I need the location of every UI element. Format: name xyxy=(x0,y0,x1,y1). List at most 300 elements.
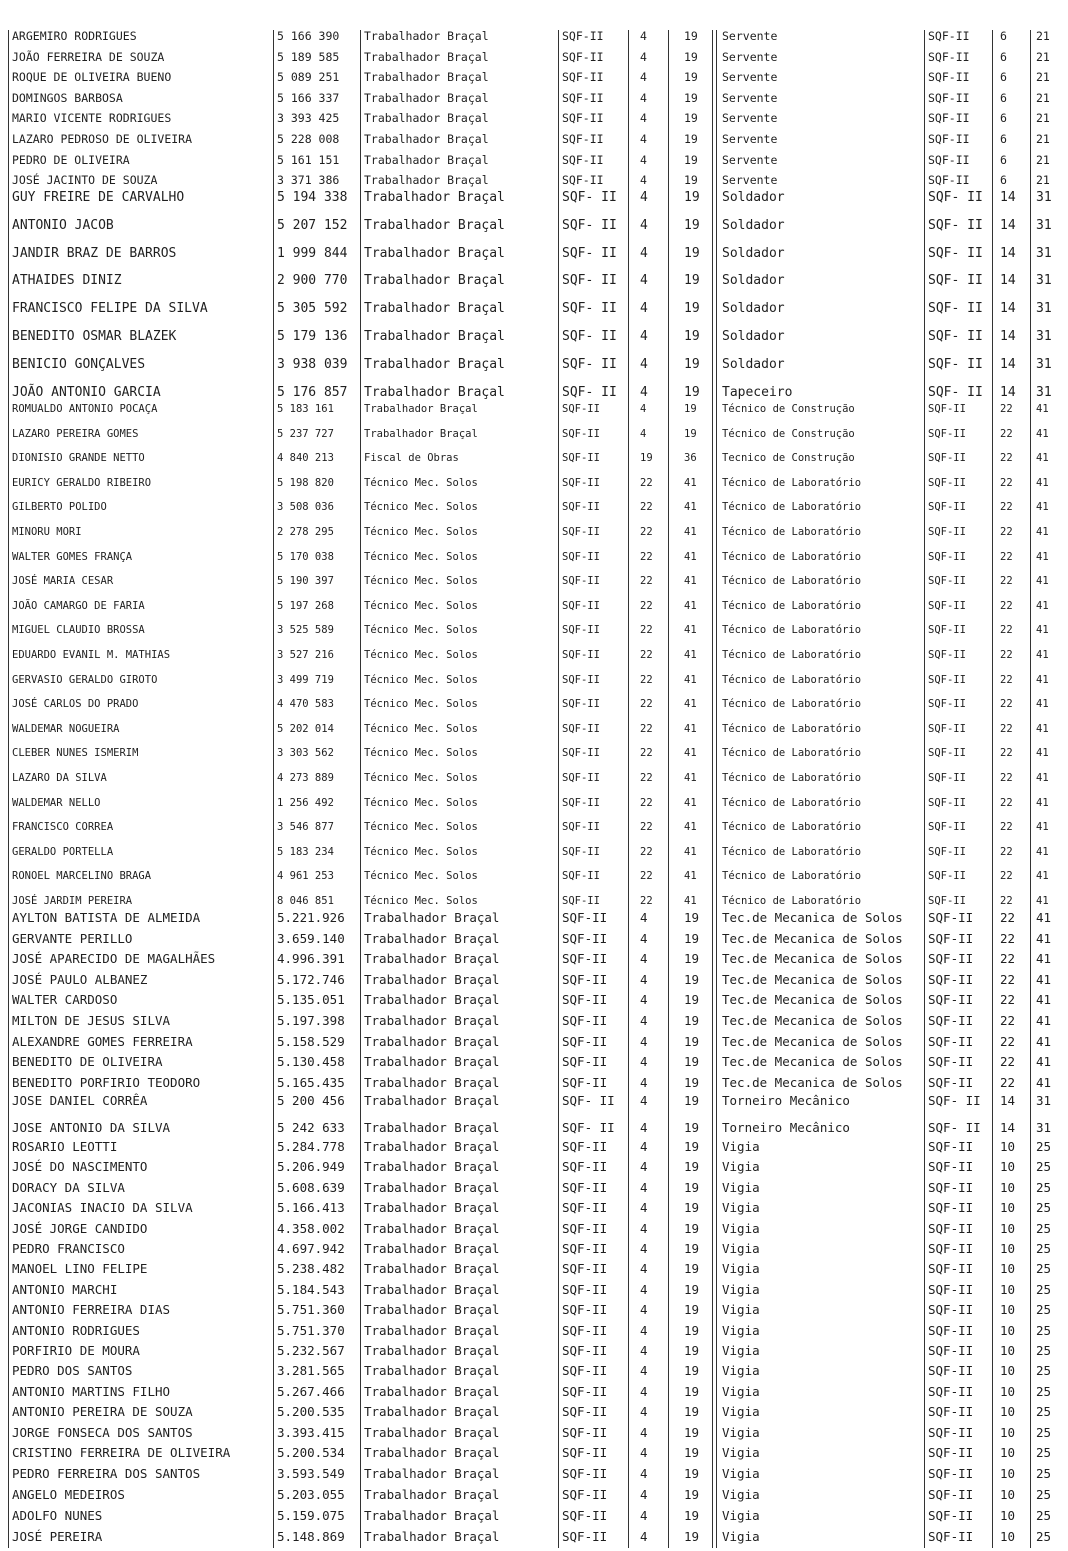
current-reference: SQF- II xyxy=(562,190,617,205)
new-level: 14 xyxy=(1000,329,1016,344)
current-reference: SQF-II xyxy=(562,49,604,64)
registration-number: 5.203.055 xyxy=(277,1487,345,1502)
current-reference: SQF-II xyxy=(562,796,600,809)
registration-number: 5.184.543 xyxy=(277,1281,345,1297)
current-grade: 41 xyxy=(684,649,697,661)
new-position: Técnico de Laboratório xyxy=(722,747,862,760)
new-level: 22 xyxy=(1000,1033,1016,1049)
new-level: 22 xyxy=(1000,971,1016,987)
registration-number: 5.172.746 xyxy=(277,971,345,987)
new-reference: SQF-II xyxy=(928,90,970,105)
current-reference: SQF-II xyxy=(562,772,600,784)
current-position: Trabalhador Braçal xyxy=(364,356,505,372)
current-position: Trabalhador Braçal xyxy=(364,1241,500,1256)
current-reference: SQF- II xyxy=(562,329,617,344)
employee-name: MINORU MORI xyxy=(12,526,82,538)
current-reference: SQF-II xyxy=(562,452,600,465)
current-position: Trabalhador Braçal xyxy=(364,1529,500,1544)
column-divider xyxy=(273,30,274,1548)
new-grade: 25 xyxy=(1036,1343,1052,1358)
new-level: 10 xyxy=(1000,1424,1016,1440)
column-divider xyxy=(712,30,713,1548)
current-grade: 19 xyxy=(684,1343,700,1358)
employee-name: JOSE DANIEL CORRÊA xyxy=(12,1093,148,1108)
new-level: 22 xyxy=(1000,1013,1016,1028)
new-position: Soldador xyxy=(722,217,785,233)
current-position: Trabalhador Braçal xyxy=(364,1508,500,1523)
current-level: 4 xyxy=(640,910,648,925)
current-position: Trabalhador Braçal xyxy=(364,1487,500,1502)
current-grade: 19 xyxy=(684,1139,700,1154)
new-grade: 25 xyxy=(1036,1508,1052,1523)
registration-number: 3 546 877 xyxy=(277,821,334,834)
new-reference: SQF-II xyxy=(928,1445,974,1460)
current-reference: SQF-II xyxy=(562,1159,608,1175)
column-divider xyxy=(628,30,629,1548)
current-position: Trabalhador Braçal xyxy=(364,1343,500,1358)
employee-name: JOÃO CAMARGO DE FARIA xyxy=(12,599,145,612)
current-position: Trabalhador Braçal xyxy=(364,1074,500,1090)
current-position: Trabalhador Braçal xyxy=(364,329,505,344)
registration-number: 5 237 727 xyxy=(277,427,334,440)
column-divider xyxy=(558,30,559,1548)
employee-name: GERVANTE PERILLO xyxy=(12,930,133,946)
current-level: 22 xyxy=(640,796,653,809)
current-position: Técnico Mec. Solos xyxy=(364,870,478,883)
new-level: 6 xyxy=(1000,152,1007,167)
new-level: 6 xyxy=(1000,173,1007,188)
current-reference: SQF-II xyxy=(562,575,600,588)
new-level: 22 xyxy=(1000,599,1013,612)
new-position: Vigia xyxy=(722,1529,760,1544)
new-grade: 41 xyxy=(1036,673,1049,686)
current-grade: 41 xyxy=(684,747,697,760)
current-position: Técnico Mec. Solos xyxy=(364,772,478,784)
current-grade: 19 xyxy=(684,152,698,167)
new-reference: SQF-II xyxy=(928,1033,974,1049)
new-position: Técnico de Laboratório xyxy=(722,526,862,538)
new-grade: 21 xyxy=(1036,29,1050,43)
new-level: 22 xyxy=(1000,624,1013,637)
current-position: Trabalhador Braçal xyxy=(364,1281,500,1297)
new-position: Servente xyxy=(722,132,778,146)
new-reference: SQF-II xyxy=(928,747,966,760)
new-grade: 41 xyxy=(1036,698,1049,711)
current-grade: 19 xyxy=(684,301,700,317)
new-grade: 41 xyxy=(1036,1013,1052,1028)
new-position: Torneiro Mecânico xyxy=(722,1093,850,1108)
new-reference: SQF- II xyxy=(928,1093,981,1108)
current-position: Trabalhador Braçal xyxy=(364,1139,500,1154)
registration-number: 3 938 039 xyxy=(277,356,348,372)
current-level: 4 xyxy=(640,1343,648,1358)
registration-number: 5 166 337 xyxy=(277,90,340,105)
column-divider xyxy=(1030,30,1031,1548)
registration-number: 5.608.639 xyxy=(277,1179,345,1195)
new-level: 10 xyxy=(1000,1139,1016,1154)
new-level: 22 xyxy=(1000,870,1013,883)
new-grade: 41 xyxy=(1036,427,1049,440)
new-level: 22 xyxy=(1000,452,1013,465)
registration-number: 5 197 268 xyxy=(277,599,334,612)
new-reference: SQF-II xyxy=(928,624,966,637)
new-position: Tec.de Mecanica de Solos xyxy=(722,1033,903,1049)
current-position: Técnico Mec. Solos xyxy=(364,895,478,907)
registration-number: 5.200.535 xyxy=(277,1404,345,1420)
employee-name: LAZARO DA SILVA xyxy=(12,772,107,784)
employee-name: EURICY GERALDO RIBEIRO xyxy=(12,476,152,489)
employee-name: GERVASIO GERALDO GIROTO xyxy=(12,673,158,686)
registration-number: 5 183 234 xyxy=(277,845,334,858)
current-level: 4 xyxy=(640,356,648,372)
current-reference: SQF-II xyxy=(562,1343,608,1358)
registration-number: 5.130.458 xyxy=(277,1054,345,1070)
new-reference: SQF-II xyxy=(928,845,966,858)
current-grade: 19 xyxy=(684,1487,700,1502)
current-level: 4 xyxy=(640,1363,648,1379)
current-reference: SQF-II xyxy=(562,550,600,563)
current-position: Trabalhador Braçal xyxy=(364,1054,500,1070)
current-position: Trabalhador Braçal xyxy=(364,1179,500,1195)
registration-number: 5 194 338 xyxy=(277,190,348,205)
registration-number: 5 198 820 xyxy=(277,476,334,489)
new-level: 14 xyxy=(1000,1120,1016,1135)
new-level: 10 xyxy=(1000,1241,1016,1256)
new-level: 22 xyxy=(1000,796,1013,809)
registration-number: 2 900 770 xyxy=(277,273,348,289)
new-grade: 41 xyxy=(1036,910,1052,925)
current-grade: 19 xyxy=(684,384,700,400)
current-level: 22 xyxy=(640,821,653,834)
new-level: 22 xyxy=(1000,403,1013,415)
employee-name: ANGELO MEDEIROS xyxy=(12,1487,125,1502)
registration-number: 5 166 390 xyxy=(277,29,340,43)
column-divider xyxy=(8,30,9,1548)
current-level: 4 xyxy=(640,992,648,1008)
new-position: Tec.de Mecanica de Solos xyxy=(722,971,903,987)
employee-name: PORFIRIO DE MOURA xyxy=(12,1343,140,1358)
current-level: 4 xyxy=(640,70,647,85)
current-position: Trabalhador Braçal xyxy=(364,152,489,167)
current-position: Técnico Mec. Solos xyxy=(364,599,478,612)
employee-name: ROMUALDO ANTONIO POCAÇA xyxy=(12,403,158,415)
new-grade: 21 xyxy=(1036,70,1050,85)
new-position: Vigia xyxy=(722,1343,760,1358)
new-position: Vigia xyxy=(722,1363,760,1379)
current-level: 4 xyxy=(640,1033,648,1049)
new-level: 10 xyxy=(1000,1466,1016,1481)
new-reference: SQF-II xyxy=(928,951,974,967)
new-reference: SQF-II xyxy=(928,698,966,711)
current-reference: SQF-II xyxy=(562,1261,608,1277)
current-position: Trabalhador Braçal xyxy=(364,951,500,967)
current-position: Trabalhador Braçal xyxy=(364,1200,500,1216)
new-position: Soldador xyxy=(722,329,785,344)
current-grade: 41 xyxy=(684,526,697,538)
new-level: 22 xyxy=(1000,476,1013,489)
registration-number: 5.135.051 xyxy=(277,992,345,1008)
new-reference: SQF-II xyxy=(928,796,966,809)
current-position: Técnico Mec. Solos xyxy=(364,649,478,661)
new-grade: 41 xyxy=(1036,476,1049,489)
employee-name: ATHAIDES DINIZ xyxy=(12,273,122,289)
current-position: Trabalhador Braçal xyxy=(364,273,505,289)
new-level: 22 xyxy=(1000,526,1013,538)
new-grade: 31 xyxy=(1036,190,1052,205)
new-position: Soldador xyxy=(722,190,785,205)
new-grade: 41 xyxy=(1036,1074,1052,1090)
new-reference: SQF-II xyxy=(928,49,970,64)
current-position: Trabalhador Braçal xyxy=(364,427,478,440)
current-grade: 19 xyxy=(684,427,697,440)
new-grade: 41 xyxy=(1036,1054,1052,1070)
new-position: Servente xyxy=(722,173,778,188)
new-position: Técnico de Laboratório xyxy=(722,501,862,514)
current-grade: 19 xyxy=(684,1404,700,1420)
current-level: 4 xyxy=(640,1054,648,1070)
new-reference: SQF-II xyxy=(928,152,970,167)
current-grade: 19 xyxy=(684,90,698,105)
new-grade: 21 xyxy=(1036,111,1050,126)
new-level: 6 xyxy=(1000,132,1007,146)
current-level: 4 xyxy=(640,1404,648,1420)
registration-number: 3.393.415 xyxy=(277,1424,345,1440)
new-reference: SQF-II xyxy=(928,575,966,588)
current-reference: SQF-II xyxy=(562,870,600,883)
employee-name: JOSÉ DO NASCIMENTO xyxy=(12,1159,148,1175)
registration-number: 5 170 038 xyxy=(277,550,334,563)
current-level: 4 xyxy=(640,403,647,415)
new-reference: SQF-II xyxy=(928,673,966,686)
registration-number: 5.159.075 xyxy=(277,1508,345,1523)
employee-name: PEDRO DOS SANTOS xyxy=(12,1363,133,1379)
registration-number: 2 278 295 xyxy=(277,526,334,538)
current-position: Trabalhador Braçal xyxy=(364,403,478,415)
current-reference: SQF-II xyxy=(562,599,600,612)
new-grade: 41 xyxy=(1036,895,1049,907)
current-grade: 41 xyxy=(684,870,697,883)
new-reference: SQF-II xyxy=(928,29,970,43)
new-level: 10 xyxy=(1000,1404,1016,1420)
employee-name: WALDEMAR NELLO xyxy=(12,796,101,809)
employee-name: ALEXANDRE GOMES FERREIRA xyxy=(12,1033,193,1049)
registration-number: 5 161 151 xyxy=(277,152,340,167)
employee-name: GUY FREIRE DE CARVALHO xyxy=(12,190,185,205)
employee-name: JACONIAS INACIO DA SILVA xyxy=(12,1200,193,1216)
registration-number: 3 499 719 xyxy=(277,673,334,686)
employee-name: ANTONIO PEREIRA DE SOUZA xyxy=(12,1404,193,1420)
current-level: 22 xyxy=(640,599,653,612)
current-level: 4 xyxy=(640,1074,648,1090)
current-level: 4 xyxy=(640,301,648,317)
new-grade: 31 xyxy=(1036,301,1052,317)
employee-name: JOÃO ANTONIO GARCIA xyxy=(12,384,161,400)
registration-number: 5 242 633 xyxy=(277,1120,345,1135)
new-position: Vigia xyxy=(722,1508,760,1523)
new-level: 22 xyxy=(1000,772,1013,784)
current-position: Técnico Mec. Solos xyxy=(364,476,478,489)
current-reference: SQF-II xyxy=(562,698,600,711)
current-level: 22 xyxy=(640,526,653,538)
current-position: Técnico Mec. Solos xyxy=(364,550,478,563)
new-grade: 41 xyxy=(1036,624,1049,637)
new-reference: SQF-II xyxy=(928,1054,974,1070)
new-position: Técnico de Laboratório xyxy=(722,845,862,858)
new-level: 14 xyxy=(1000,217,1016,233)
current-position: Trabalhador Braçal xyxy=(364,1302,500,1318)
new-level: 10 xyxy=(1000,1281,1016,1297)
current-level: 4 xyxy=(640,329,648,344)
current-reference: SQF- II xyxy=(562,301,617,317)
current-position: Trabalhador Braçal xyxy=(364,190,505,205)
current-grade: 41 xyxy=(684,796,697,809)
current-grade: 19 xyxy=(684,329,700,344)
new-position: Vigia xyxy=(722,1179,760,1195)
registration-number: 5.166.413 xyxy=(277,1200,345,1216)
new-level: 14 xyxy=(1000,356,1016,372)
employee-name: ANTONIO MARCHI xyxy=(12,1281,118,1297)
employee-name: GILBERTO POLIDO xyxy=(12,501,107,514)
current-level: 4 xyxy=(640,1220,648,1236)
current-grade: 19 xyxy=(684,1074,700,1090)
registration-number: 5.206.949 xyxy=(277,1159,345,1175)
new-reference: SQF-II xyxy=(928,452,966,465)
new-position: Servente xyxy=(722,90,778,105)
new-position: Tec.de Mecanica de Solos xyxy=(722,930,903,946)
new-grade: 41 xyxy=(1036,649,1049,661)
new-reference: SQF-II xyxy=(928,111,970,126)
employee-name: JANDIR BRAZ DE BARROS xyxy=(12,245,177,261)
current-position: Técnico Mec. Solos xyxy=(364,501,478,514)
current-position: Trabalhador Braçal xyxy=(364,217,505,233)
registration-number: 1 999 844 xyxy=(277,245,348,261)
current-level: 22 xyxy=(640,649,653,661)
current-grade: 41 xyxy=(684,895,697,907)
new-level: 22 xyxy=(1000,1074,1016,1090)
new-position: Técnico de Laboratório xyxy=(722,575,862,588)
new-position: Vigia xyxy=(722,1241,760,1256)
current-level: 4 xyxy=(640,1302,648,1318)
registration-number: 5 305 592 xyxy=(277,301,348,317)
current-level: 4 xyxy=(640,384,648,400)
new-level: 10 xyxy=(1000,1508,1016,1523)
employee-name: ANTONIO MARTINS FILHO xyxy=(12,1383,171,1399)
new-grade: 41 xyxy=(1036,951,1052,967)
current-grade: 19 xyxy=(684,930,700,946)
current-level: 22 xyxy=(640,624,653,637)
new-grade: 31 xyxy=(1036,384,1052,400)
new-level: 22 xyxy=(1000,575,1013,588)
new-reference: SQF-II xyxy=(928,1487,974,1502)
new-position: Vigia xyxy=(722,1261,760,1277)
registration-number: 3 371 386 xyxy=(277,173,340,188)
new-level: 6 xyxy=(1000,111,1007,126)
employee-name: JORGE FONSECA DOS SANTOS xyxy=(12,1424,193,1440)
current-reference: SQF-II xyxy=(562,29,604,43)
current-level: 4 xyxy=(640,1529,648,1544)
new-grade: 41 xyxy=(1036,403,1049,415)
employee-name: FRANCISCO CORREA xyxy=(12,821,114,834)
current-reference: SQF-II xyxy=(562,1383,608,1399)
current-grade: 19 xyxy=(684,1241,700,1256)
employee-name: BENEDITO PORFIRIO TEODORO xyxy=(12,1074,201,1090)
registration-number: 5.232.567 xyxy=(277,1343,345,1358)
current-level: 22 xyxy=(640,476,653,489)
new-position: Vigia xyxy=(722,1159,760,1175)
new-position: Soldador xyxy=(722,245,785,261)
new-grade: 41 xyxy=(1036,575,1049,588)
registration-number: 3 527 216 xyxy=(277,649,334,661)
current-reference: SQF-II xyxy=(562,673,600,686)
new-grade: 41 xyxy=(1036,845,1049,858)
employee-name: JOSE ANTONIO DA SILVA xyxy=(12,1120,171,1135)
new-position: Servente xyxy=(722,29,778,43)
current-level: 4 xyxy=(640,1322,648,1338)
current-level: 4 xyxy=(640,1013,648,1028)
current-level: 4 xyxy=(640,1159,648,1175)
current-reference: SQF-II xyxy=(562,403,600,415)
current-level: 4 xyxy=(640,1241,648,1256)
new-position: Tec.de Mecanica de Solos xyxy=(722,1074,903,1090)
registration-number: 5 200 456 xyxy=(277,1093,345,1108)
employee-name: PEDRO DE OLIVEIRA xyxy=(12,152,130,167)
current-level: 4 xyxy=(640,930,648,946)
new-reference: SQF- II xyxy=(928,190,983,205)
current-grade: 19 xyxy=(684,1220,700,1236)
current-level: 4 xyxy=(640,173,647,188)
current-reference: SQF-II xyxy=(562,1424,608,1440)
current-level: 4 xyxy=(640,49,647,64)
new-position: Servente xyxy=(722,152,778,167)
registration-number: 3.281.565 xyxy=(277,1363,345,1379)
current-grade: 19 xyxy=(684,1013,700,1028)
new-reference: SQF-II xyxy=(928,550,966,563)
current-reference: SQF-II xyxy=(562,895,600,907)
current-reference: SQF-II xyxy=(562,1179,608,1195)
current-position: Trabalhador Braçal xyxy=(364,992,500,1008)
new-level: 10 xyxy=(1000,1159,1016,1175)
registration-number: 3.593.549 xyxy=(277,1466,345,1481)
new-grade: 25 xyxy=(1036,1404,1052,1420)
registration-number: 3 393 425 xyxy=(277,111,340,126)
current-reference: SQF-II xyxy=(562,1529,608,1544)
current-reference: SQF- II xyxy=(562,1093,615,1108)
new-position: Vigia xyxy=(722,1487,760,1502)
new-reference: SQF-II xyxy=(928,526,966,538)
new-level: 6 xyxy=(1000,70,1007,85)
employee-name: DIONISIO GRANDE NETTO xyxy=(12,452,145,465)
new-level: 14 xyxy=(1000,190,1016,205)
current-grade: 19 xyxy=(684,1120,700,1135)
new-level: 22 xyxy=(1000,649,1013,661)
current-grade: 19 xyxy=(684,1093,700,1108)
new-grade: 25 xyxy=(1036,1322,1052,1338)
new-reference: SQF-II xyxy=(928,1404,974,1420)
current-level: 4 xyxy=(640,971,648,987)
new-reference: SQF-II xyxy=(928,1241,974,1256)
current-reference: SQF- II xyxy=(562,356,617,372)
current-level: 4 xyxy=(640,111,647,126)
new-grade: 31 xyxy=(1036,1093,1052,1108)
current-position: Técnico Mec. Solos xyxy=(364,796,478,809)
current-grade: 19 xyxy=(684,173,698,188)
new-reference: SQF-II xyxy=(928,1343,974,1358)
new-position: Torneiro Mecânico xyxy=(722,1120,850,1135)
new-level: 10 xyxy=(1000,1343,1016,1358)
employee-name: MILTON DE JESUS SILVA xyxy=(12,1013,171,1028)
new-position: Técnico de Laboratório xyxy=(722,550,862,563)
registration-number: 3 508 036 xyxy=(277,501,334,514)
